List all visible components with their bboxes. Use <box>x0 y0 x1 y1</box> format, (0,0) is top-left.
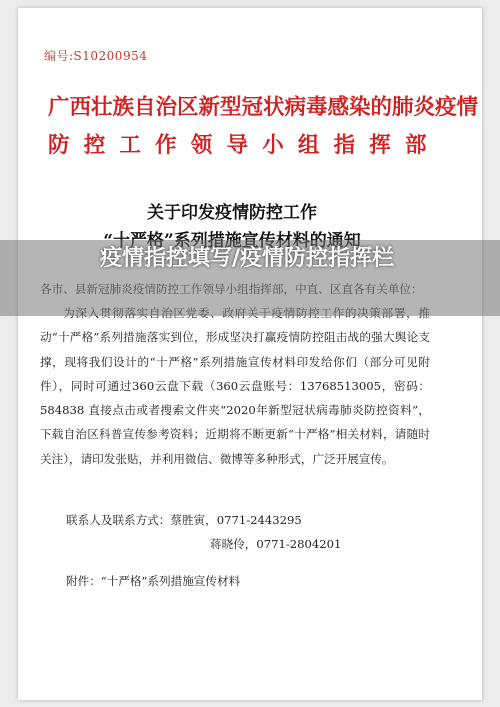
document-number: 编号:S10200954 <box>44 49 148 63</box>
contact-line-2: 蒋晓伶，0771-2804201 <box>210 537 342 551</box>
issuer-title-line2: 防控工作领导小组指挥部 <box>48 133 441 158</box>
contact-line-1: 联系人及联系方式：蔡胜寅，0771-2443295 <box>66 513 302 527</box>
attachment-note: 附件：“十严格”系列措施宣传材料 <box>66 574 241 588</box>
body-paragraph: 动“十严格”系列措施落实到位，形成坚决打赢疫情防控阻击战的强大舆论支撑，现将我们设计的“十严格”系列措施宣传材料印发给你们（部分可见附件），同时可通过360云盘下载（360云盘账号：13768513005，密码：584838 直接点击或者搜索文件夹“2020年新型冠状病毒肺炎防控资料”，下载自治区科普宣传参考资料；近期将不断更新“十严格”相关材料，请随时关注），请印发张贴，并利用微信、微博等多种形式，广泛开展宣传。 <box>40 330 430 466</box>
caption-text: 疫情指控填写/疫情防控指挥栏 <box>99 246 395 271</box>
issuer-title-line1: 广西壮族自治区新型冠状病毒感染的肺炎疫情 <box>48 95 479 120</box>
notice-title-line1: 关于印发疫情防控工作 <box>147 203 317 223</box>
